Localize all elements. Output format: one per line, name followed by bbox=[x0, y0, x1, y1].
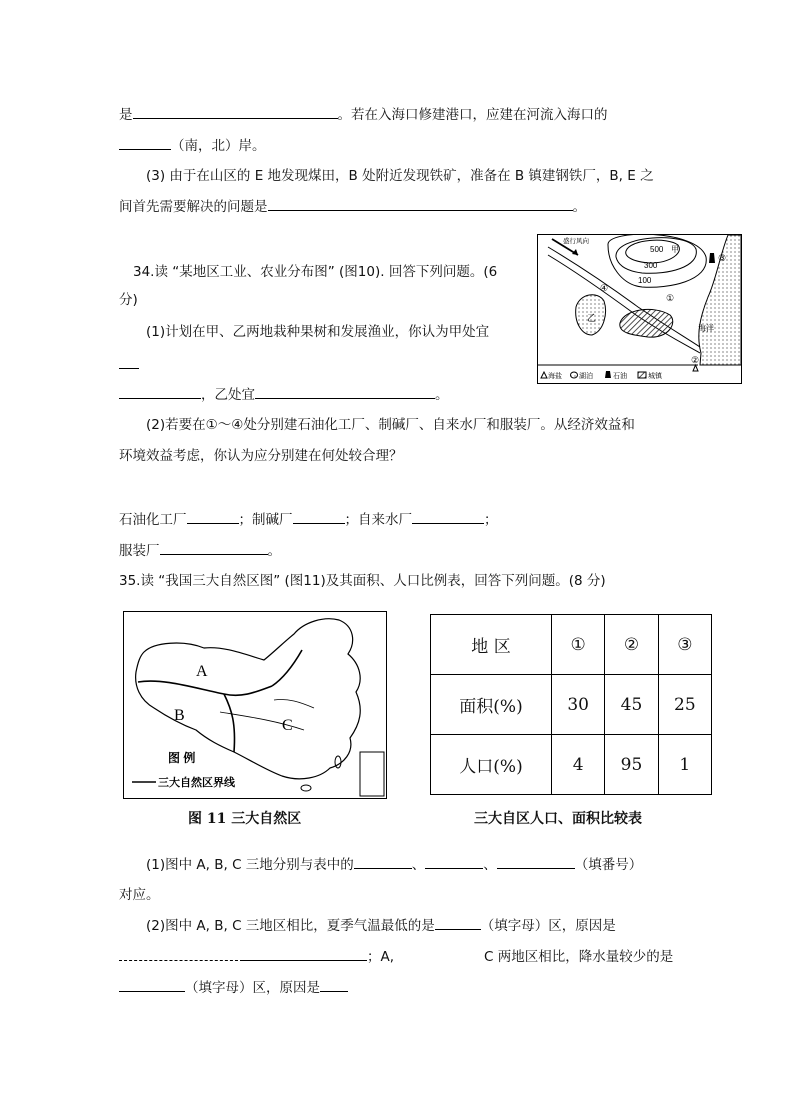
region-boundary bbox=[272, 650, 302, 686]
answer-blank[interactable] bbox=[119, 354, 139, 369]
region-boundary bbox=[138, 681, 272, 695]
answer-blank[interactable] bbox=[354, 854, 412, 869]
q34-2-line1: (2)若要在①～④处分别建石油化工厂、制碱厂、自来水厂和服装厂。从经济效益和 bbox=[146, 417, 635, 433]
oil-well-icon bbox=[709, 253, 715, 263]
text-line-1: 是 。若在入海口修建港口，应建在河流入海口的 bbox=[119, 104, 608, 125]
figure-11-map bbox=[123, 611, 387, 799]
site-4: ④ bbox=[600, 283, 609, 293]
sea-label: 海洋 bbox=[698, 324, 714, 333]
table-caption: 三大自区人口、面积比较表 bbox=[474, 811, 642, 827]
yi-label: 乙 bbox=[587, 313, 597, 323]
town-legend-icon bbox=[638, 372, 646, 378]
q34-2-line2: 环境效益考虑，你认为应分别建在何处较合理？ bbox=[119, 448, 403, 464]
q35-3-line: ；A, C 两地区相比，降水量较少的是 bbox=[119, 946, 673, 967]
contour-label: 500 bbox=[650, 245, 664, 254]
region-b-label: B bbox=[174, 707, 185, 724]
svg-text:湖泊: 湖泊 bbox=[579, 373, 593, 380]
text-line-2: （南，北）岸。 bbox=[119, 135, 266, 156]
table-header: ② bbox=[605, 615, 658, 675]
table-header-region: 地 区 bbox=[431, 615, 552, 675]
answer-blank[interactable] bbox=[268, 196, 573, 211]
answer-blank[interactable] bbox=[187, 509, 239, 524]
svg-text:石油: 石油 bbox=[613, 373, 627, 380]
site-2: ② bbox=[691, 355, 700, 365]
q34-score: 分) bbox=[119, 292, 138, 308]
region-c-label: C bbox=[282, 717, 293, 734]
answer-blank[interactable] bbox=[160, 540, 268, 555]
factory-line-2: 服装厂 。 bbox=[119, 540, 281, 561]
text-line-4: 间首先需要解决的问题是 。 bbox=[119, 196, 586, 217]
factory-line: 石油化工厂 ；制碱厂 ；自来水厂 ； bbox=[119, 509, 498, 530]
figure-11-caption: 图 11 三大自然区 bbox=[188, 811, 302, 827]
q34-1-blank-short bbox=[119, 354, 139, 375]
region-a-label: A bbox=[196, 663, 208, 680]
contour-label: 100 bbox=[638, 276, 652, 285]
q34-prompt: 34.读 “某地区工业、农业分布图” (图10). 回答下列问题。(6 bbox=[133, 264, 498, 280]
answer-blank[interactable] bbox=[255, 384, 435, 399]
q35-4-line: （填字母）区，原因是 bbox=[119, 977, 348, 998]
answer-blank[interactable] bbox=[119, 384, 201, 399]
table-header: ① bbox=[552, 615, 605, 675]
answer-blank[interactable] bbox=[425, 854, 483, 869]
legend-title: 图 例 bbox=[168, 751, 196, 765]
q35-1-line2: 对应。 bbox=[119, 887, 160, 903]
svg-text:城镇: 城镇 bbox=[648, 373, 662, 380]
answer-blank[interactable] bbox=[243, 946, 367, 961]
jia-label: 甲 bbox=[671, 245, 679, 254]
answer-blank[interactable] bbox=[119, 135, 171, 150]
answer-blank[interactable] bbox=[133, 104, 338, 119]
q35-prompt: 35.读 “我国三大自然区图” (图11)及其面积、人口比例表，回答下列问题。(8 分) bbox=[119, 573, 606, 589]
legend-line-label: 三大自然区界线 bbox=[158, 777, 235, 789]
answer-blank[interactable] bbox=[320, 977, 348, 992]
oil-legend-icon bbox=[605, 371, 611, 378]
wind-label: 盛行风向 bbox=[563, 238, 589, 245]
comparison-table bbox=[430, 614, 712, 795]
salt-icon bbox=[693, 365, 698, 371]
oil-field bbox=[620, 309, 673, 337]
answer-blank[interactable] bbox=[293, 509, 345, 524]
answer-blank[interactable] bbox=[497, 854, 575, 869]
contour-label: 300 bbox=[644, 261, 658, 270]
answer-blank[interactable] bbox=[435, 915, 481, 930]
answer-blank[interactable] bbox=[412, 509, 484, 524]
table-row: 面积(%) 30 45 25 bbox=[431, 675, 712, 735]
answer-blank[interactable] bbox=[119, 946, 243, 961]
salt-legend-icon bbox=[541, 372, 547, 378]
figure-10-map bbox=[537, 234, 742, 384]
lake-legend-icon bbox=[571, 372, 578, 378]
region-boundary bbox=[224, 694, 235, 752]
answer-blank[interactable] bbox=[119, 977, 185, 992]
table-header: ③ bbox=[658, 615, 711, 675]
site-3: ③ bbox=[718, 253, 727, 263]
svg-text:海盐: 海盐 bbox=[548, 373, 562, 380]
q35-2-line: (2)图中 A, B, C 三地区相比，夏季气温最低的是 （填字母）区，原因是 bbox=[146, 915, 616, 936]
table-row: 人口(%) 4 95 1 bbox=[431, 735, 712, 795]
q34-1-line2: ，乙处宜 。 bbox=[119, 384, 449, 405]
south-sea-inset bbox=[360, 752, 384, 796]
q35-1-line: (1)图中 A, B, C 三地分别与表中的 、 、 （填番号） bbox=[146, 854, 642, 875]
q34-1-prompt: (1)计划在甲、乙两地栽种果树和发展渔业，你认为甲处宜 bbox=[146, 324, 490, 340]
text-line-3: (3) 由于在山区的 E 地发现煤田，B 处附近发现铁矿，准备在 B 镇建钢铁厂，B, E 之 bbox=[146, 168, 654, 184]
site-1: ① bbox=[666, 293, 675, 303]
